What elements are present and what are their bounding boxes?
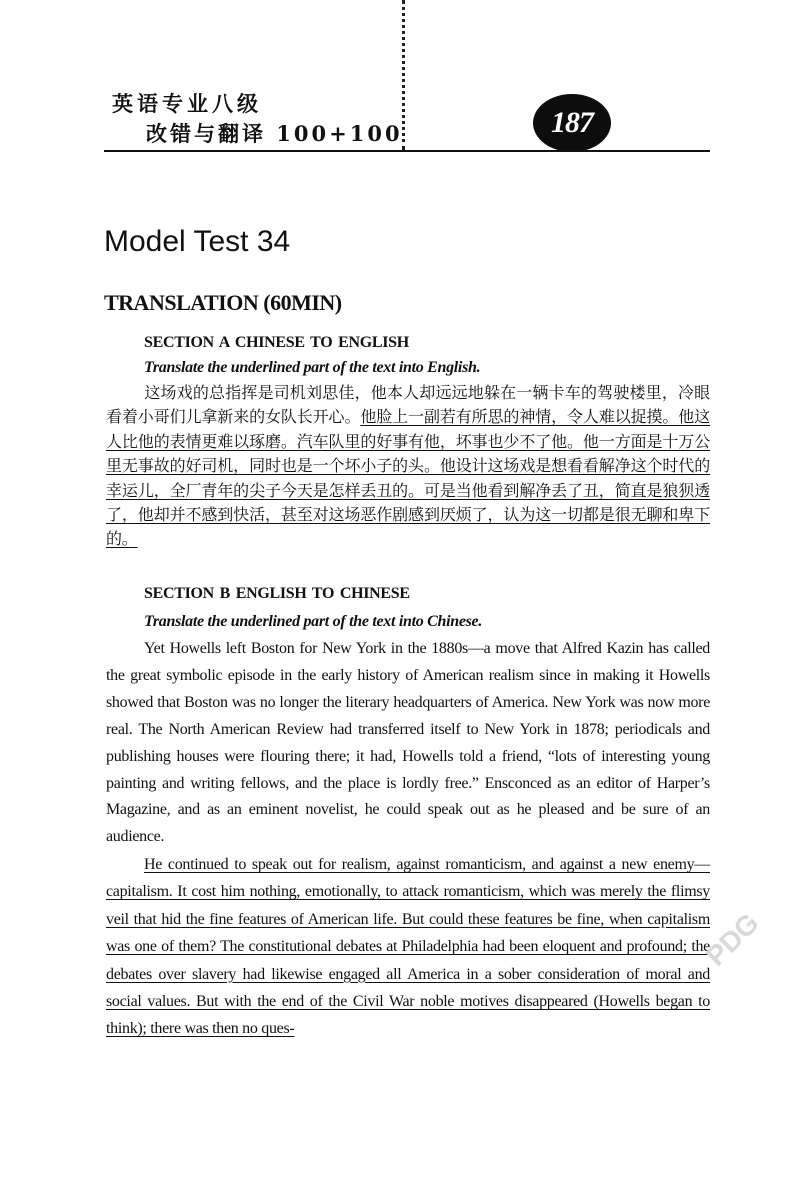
section-a-heading: SECTION A CHINESE TO ENGLISH [144, 334, 409, 351]
page-number-badge: 187 [533, 94, 611, 152]
translation-heading: TRANSLATION (60MIN) [104, 290, 342, 315]
section-a-underlined-text: 他脸上一副若有所思的神情，令人难以捉摸。他这人比他的表情更难以琢磨。汽车队里的好事有他，坏事也少不了他。他一方面是十万公里无事故的好司机，同时也是一个坏小子的头。他设计这场戏是想看看解净这个时代的幸运儿，全厂青年的尖子今天是怎样丢丑的。可是当他看到解净丢了丑，简直是狼狈透了，他却并不感到快活，甚至对这场恶作剧感到厌烦了，认为这一切都是很无聊和卑下的。 [106, 407, 710, 549]
header-rule [104, 150, 710, 152]
section-a-chinese-text [106, 381, 710, 552]
section-b-heading: SECTION B ENGLISH TO CHINESE [144, 585, 410, 602]
section-b-paragraph-1: Yet Howells left Boston for New York in the 1880s—a move that Alfred Kazin has called the great symbolic episode in the early history of American realism since in making it Howells showed that Boston was no longer the literary headquarters of America. New York was now more real. The North American Review had transferred itself to New York in 1878; periodicals and publishing houses were flouring there; it had, Howells told a friend, “lots of interesting young painting and writing fellows, and the place is lordly free.” Ensconced as an editor of Harper’s Magazine, and as an eminent novelist, he could speak out as he pleased and be sure of an audience. [106, 640, 710, 846]
section-a-instruction: Translate the underlined part of the text into English. [144, 359, 481, 376]
section-b-paragraph-2-underlined: He continued to speak out for realism, against romanticism, and against a new enemy—capitalism. It cost him nothing, emotionally, to attack romanticism, which was merely the flimsy veil that hid the fine features of American life. But could these features be fine, when capitalism was one of them? The constitutional debates at Philadelphia had been eloquent and profound; the debates over slavery had likewise engaged all America in a sober consideration of moral and social values. But with the end of the Civil War noble motives disappeared (Howells began to think); there was then no ques- [106, 856, 710, 1038]
section-a-plain-text: 这场戏的总指挥是司机刘思佳，他本人却远远地躲在一辆卡车的驾驶楼里，冷眼看着小哥们儿拿新来的女队长开心。 [106, 383, 710, 427]
test-title: Model Test 34 [104, 225, 291, 258]
book-series-title: 英语专业八级 [112, 91, 262, 116]
pdg-watermark: PDG [700, 907, 765, 972]
section-b-instruction: Translate the underlined part of the text into Chinese. [144, 613, 483, 630]
book-subtitle: 改错与翻译 100+100 [146, 121, 403, 146]
